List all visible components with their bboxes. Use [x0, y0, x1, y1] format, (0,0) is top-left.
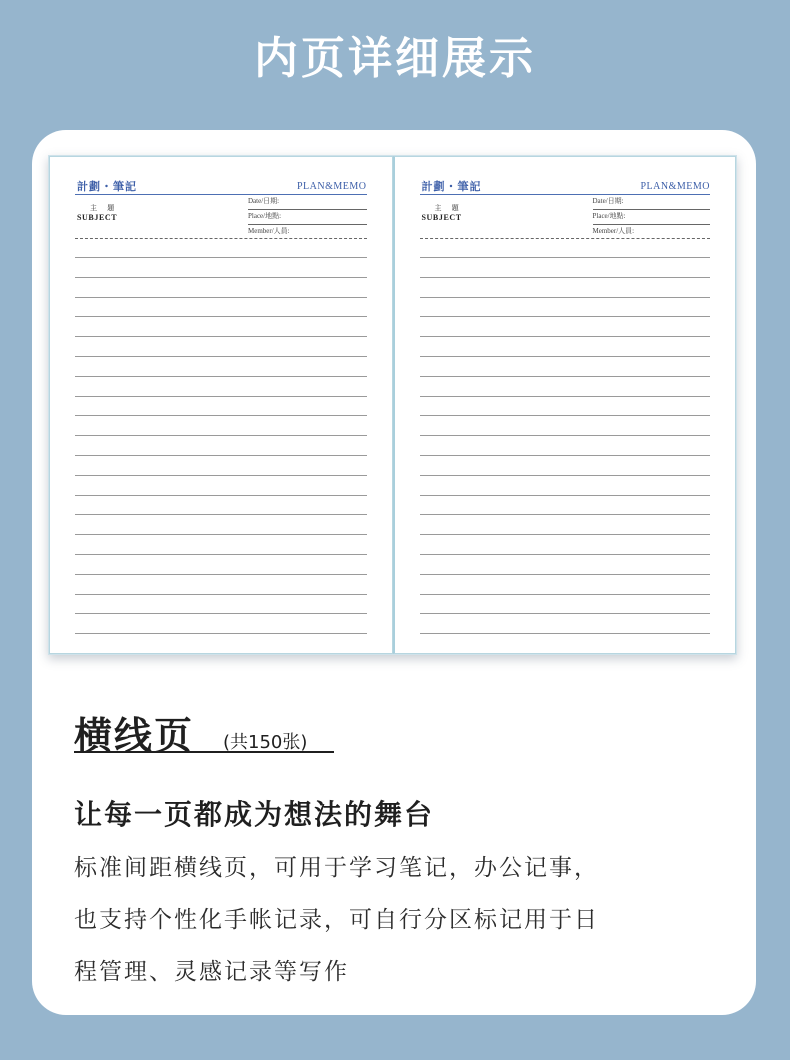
subject-label-en: SUBJECT	[77, 213, 118, 222]
ruled-line	[75, 257, 367, 258]
member-field: Member/人員:	[592, 227, 635, 235]
member-field: Member/人員:	[248, 227, 290, 235]
description-line: 程管理、灵感记录等写作	[74, 959, 349, 985]
ruled-line	[75, 297, 367, 298]
notebook-page-right	[393, 156, 737, 654]
subject-label-en: SUBJECT	[421, 213, 462, 222]
description-line: 标准间距横线页，可用于学习笔记，办公记事，	[74, 855, 599, 881]
ruled-line	[420, 534, 711, 535]
description-line: 也支持个性化手帐记录，可自行分区标记用于日	[74, 907, 599, 933]
ruled-line	[75, 594, 367, 595]
title-underline	[74, 751, 334, 753]
ruled-line	[75, 376, 367, 377]
dotted-divider	[75, 238, 367, 239]
ruled-line	[75, 514, 367, 515]
ruled-line	[75, 356, 367, 357]
ruled-line	[420, 415, 711, 416]
page-title-cn: 計劃・筆記	[421, 180, 482, 193]
date-field: Date/日期:	[248, 195, 367, 210]
ruled-line	[75, 435, 367, 436]
date-field: Date/日期:	[593, 195, 711, 210]
notebook-spread	[48, 155, 737, 655]
page-title-en: PLAN&MEMO	[640, 181, 710, 192]
subject-label-cn: 主 題	[434, 204, 463, 212]
ruled-line	[75, 574, 367, 575]
ruled-line	[420, 257, 711, 258]
place-field: Place/地點:	[248, 210, 367, 225]
place-field: Place/地點:	[593, 210, 711, 225]
ruled-line	[75, 475, 367, 476]
ruled-line	[420, 376, 711, 377]
ruled-line	[420, 277, 711, 278]
ruled-line	[420, 574, 711, 575]
ruled-line	[420, 435, 711, 436]
ruled-line	[420, 396, 711, 397]
ruled-line	[75, 554, 367, 555]
ruled-line	[420, 336, 711, 337]
ruled-line	[420, 554, 711, 555]
ruled-line	[75, 415, 367, 416]
section-title: 横线页	[74, 714, 195, 758]
ruled-line	[420, 594, 711, 595]
ruled-line	[75, 534, 367, 535]
ruled-line	[75, 396, 367, 397]
ruled-line	[420, 633, 711, 634]
ruled-line	[75, 336, 367, 337]
ruled-line	[75, 495, 367, 496]
ruled-line	[420, 613, 711, 614]
ruled-line	[75, 455, 367, 456]
page-title-cn: 計劃・筆記	[77, 180, 137, 193]
ruled-line	[420, 495, 711, 496]
ruled-line	[75, 277, 367, 278]
notebook-page-left	[49, 156, 393, 654]
page-title-en: PLAN&MEMO	[296, 181, 367, 192]
slogan: 让每一页都成为想法的舞台	[74, 798, 435, 831]
ruled-line	[420, 455, 711, 456]
subject-label-cn: 主 題	[90, 204, 119, 212]
ruled-line	[75, 633, 367, 634]
dotted-divider	[420, 238, 711, 239]
ruled-line	[75, 613, 367, 614]
ruled-line	[75, 316, 367, 317]
ruled-line	[420, 297, 711, 298]
page-title: 内页详细展示	[254, 33, 536, 84]
ruled-line	[420, 475, 711, 476]
section-subtitle: (共150张)	[223, 732, 308, 753]
ruled-line	[420, 514, 711, 515]
ruled-line	[420, 316, 711, 317]
ruled-line	[420, 356, 711, 357]
description	[74, 842, 714, 998]
